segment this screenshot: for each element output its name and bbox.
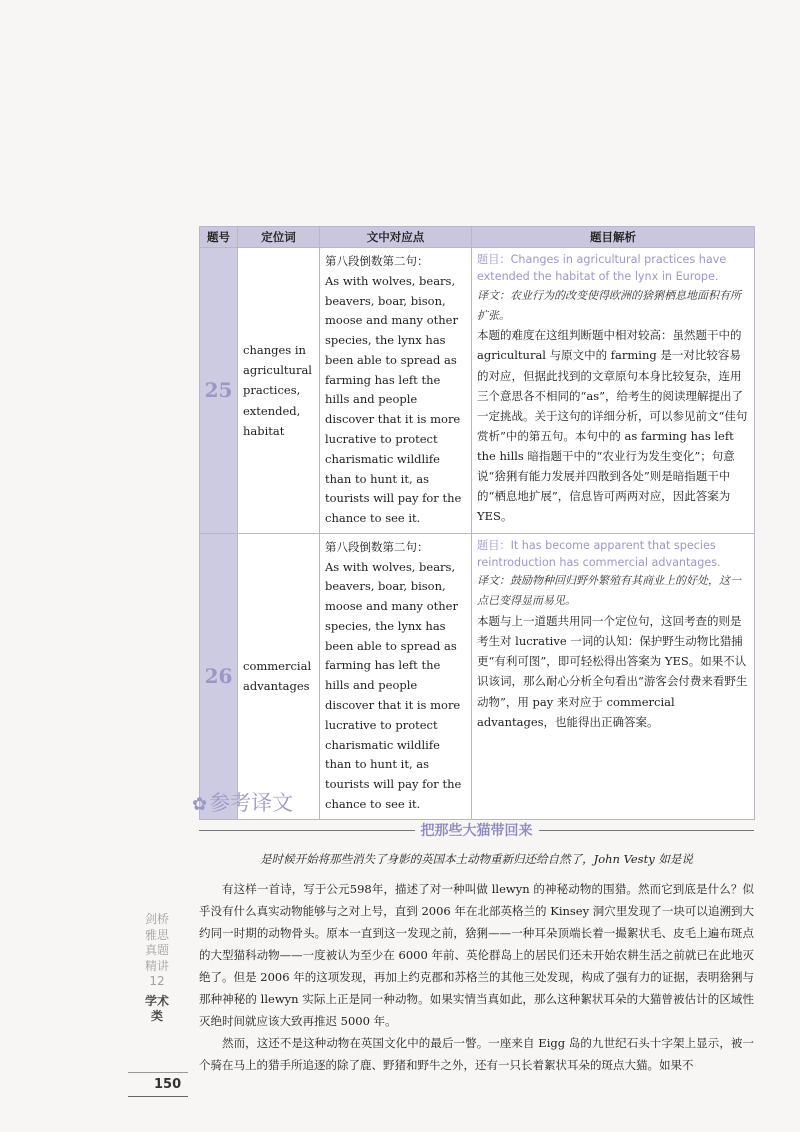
book-side-label (143, 912, 171, 1025)
table-row (200, 533, 755, 819)
analysis-cell (472, 533, 755, 819)
analysis-text: 本题的难度在这组判断题中相对较高：虽然题干中的 agricultural 与原文中的 farming 是一对比较容易的对应，但据此找到的文章原句本身比较复杂，连用三个意思各不相同的“as”，给考生的阅读理解提出了一定挑战。关于这句的详细分析，可以参见前文“佳句赏析”中的第五句。本句中的 as farming has left the hills 暗指题干中的“农业行为发生变化”；句意说“猞猁有能力发展并四散到各处”则是暗指题干中的“栖息地扩展”，信息皆可两两对应，因此答案为 YES。 (477, 328, 748, 524)
series-name: 剑桥雅思真题精讲12 (144, 912, 169, 988)
question-number: 25 (200, 248, 238, 534)
source-text: As with wolves, bears, beavers, boar, bison, moose and many other species, the lynx has been able to spread as farming has left the hills and people discover that it is more lucrative to protect charismatic wildlife than to hunt it, as tourists will pay for the chance to see it. (325, 559, 462, 811)
paragraph: 然而，这还不是这种动物在英国文化中的最后一瞥。一座来自 Eigg 岛的九世纪石头十字架上显示，被一个骑在马上的猎手所追逐的除了鹿、野猪和野牛之外，还有一只长着絮状耳朵的斑点大猫。如果不 (199, 1036, 754, 1072)
page-divider (128, 1072, 188, 1073)
topic-text: 题目：It has become apparent that species reintroduction has commercial advantages. (477, 538, 721, 569)
article-title-bar (199, 820, 754, 840)
translation-text: 译文：鼓励物种回归野外繁殖有其商业上的好处，这一点已变得显而易见。 (477, 574, 741, 608)
source-intro: 第八段倒数第二句： (325, 539, 429, 554)
header-source: 文中对应点 (320, 227, 472, 248)
section-heading (192, 787, 293, 817)
keywords-cell: commercial advantages (238, 533, 320, 819)
page-divider (128, 1096, 188, 1097)
source-text: As with wolves, bears, beavers, boar, bison, moose and many other species, the lynx has been able to spread as farming has left the hills and people discover that it is more lucrative to protect charismatic wildlife than to hunt it, as tourists will pay for the chance to see it. (325, 273, 462, 526)
question-number: 26 (200, 533, 238, 819)
header-analysis: 题目解析 (472, 227, 755, 248)
flower-icon: ✿ (192, 794, 208, 815)
divider-line (199, 830, 415, 831)
analysis-cell (472, 248, 755, 534)
table-header-row (200, 227, 755, 248)
paragraph: 有这样一首诗，写于公元598年，描述了对一种叫做 llewyn 的神秘动物的围猎。然而它到底是什么？似乎没有什么真实动物能够与之对上号，直到 2006 年在北部英格兰的 Kinsey 洞穴里发现了一块可以追溯到大约同一时期的动物骨头。原本一直到这一发现之前，猞猁——一种耳朵顶端长着一撮絮状毛、皮毛上遍布斑点的大型猫科动物——一度被认为至少在 6000 年前、英伦群岛上的居民们还未开始农耕生活之前就已在此地灭绝了。但是 2006 年的这项发现，再加上约克郡和苏格兰的其他三处发现，构成了强有力的证据，表明猞猁与那种神秘的 llewyn 实际上正是同一种动物。如果实情当真如此，那么这种絮状耳朵的大猫曾被估计的区域性灭绝时间就应该大致再推迟 5000 年。 (199, 882, 754, 1028)
divider-line (539, 830, 755, 831)
header-number: 题号 (200, 227, 238, 248)
source-cell (320, 248, 472, 534)
topic-text: 题目：Changes in agricultural practices have extended the habitat of the lynx in Europe. (477, 253, 727, 283)
header-keywords: 定位词 (238, 227, 320, 248)
source-intro: 第八段倒数第二句： (325, 254, 429, 269)
keywords-cell: changes in agricultural practices, extended, habitat (238, 248, 320, 534)
analysis-text: 本题与上一道题共用同一个定位句，这回考查的则是考生对 lucrative 一词的认知：保护野生动物比猎捕更“有利可图”，即可轻松得出答案为 YES。如果不认识该词，那么耐心分析全句看出“游客会付费来看野生动物”，用 pay 来对应于 commercial advantages，也能得出正确答案。 (477, 614, 748, 729)
category-name: 学术类 (144, 993, 169, 1023)
translation-text: 译文：农业行为的改变使得欧洲的猞猁栖息地面积有所扩张。 (477, 288, 741, 322)
page-number: 150 (154, 1077, 182, 1092)
table-row (200, 248, 755, 534)
analysis-table (199, 226, 755, 820)
section-title: 参考译文 (209, 791, 294, 815)
article-subtitle: 是时候开始将那些消失了身影的英国本土动物重新归还给自然了，John Vesty 如是说 (260, 852, 693, 866)
article-title: 把那些大猫带回来 (420, 823, 533, 839)
source-cell (320, 533, 472, 819)
